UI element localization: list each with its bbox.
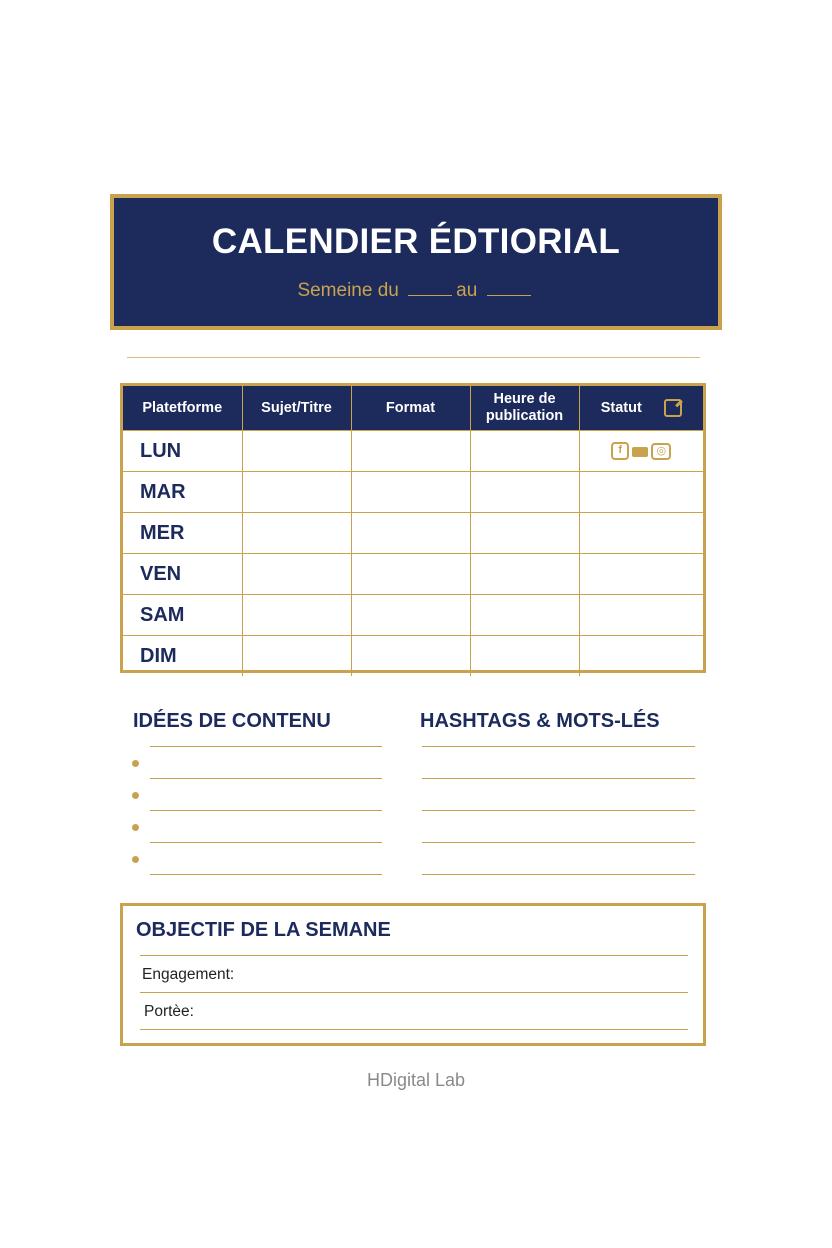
week-prefix: Semeine du [297, 280, 399, 301]
hashtags-line[interactable] [422, 810, 695, 811]
day-label: LUN [123, 431, 242, 472]
folder-icon [632, 447, 648, 457]
table-header-row [123, 386, 703, 431]
table-cell[interactable] [579, 595, 703, 636]
column-header-platform: Platetforme [123, 386, 242, 431]
day-label: SAM [123, 595, 242, 636]
table-cell[interactable] [579, 472, 703, 513]
table-cell[interactable] [470, 595, 579, 636]
table-cell[interactable] [242, 431, 351, 472]
hashtags-line[interactable] [422, 746, 695, 747]
bullet [132, 824, 139, 831]
ideas-line[interactable] [150, 746, 382, 747]
divider [127, 357, 700, 358]
week-end-blank[interactable] [487, 281, 531, 296]
table-cell[interactable] [351, 472, 470, 513]
day-label: MER [123, 513, 242, 554]
table-cell[interactable] [351, 513, 470, 554]
hashtags-title: HASHTAGS & MOTS-LÉS [420, 710, 660, 732]
bullet [132, 792, 139, 799]
status-label: Statut [600, 399, 642, 416]
bullet [132, 856, 139, 863]
ideas-title: IDÉES DE CONTENU [133, 710, 331, 732]
table-row [123, 472, 703, 513]
table-cell[interactable] [579, 431, 703, 472]
table-cell[interactable] [470, 554, 579, 595]
ideas-line[interactable] [150, 874, 382, 875]
table-cell[interactable] [242, 595, 351, 636]
edit-icon [664, 399, 682, 417]
hashtags-line[interactable] [422, 842, 695, 843]
facebook-icon: f [611, 442, 629, 460]
reach-field[interactable] [140, 1029, 688, 1030]
table-cell[interactable] [579, 554, 703, 595]
ideas-line[interactable] [150, 842, 382, 843]
table-cell[interactable] [351, 636, 470, 677]
engagement-field[interactable] [140, 992, 688, 993]
status-icons [580, 442, 704, 460]
page-title: CALENDIER ÉDTIORIAL [211, 222, 621, 261]
table-cell[interactable] [242, 636, 351, 677]
hashtags-line[interactable] [422, 778, 695, 779]
day-label: DIM [123, 636, 242, 677]
column-header-format: Format [351, 386, 470, 431]
objective-title: OBJECTIF DE LA SEMANE [136, 919, 391, 941]
week-range [0, 280, 832, 302]
table-cell[interactable] [351, 595, 470, 636]
table-row [123, 554, 703, 595]
week-middle: au [456, 280, 478, 301]
day-label: VEN [123, 554, 242, 595]
ideas-line[interactable] [150, 810, 382, 811]
table-cell[interactable] [470, 472, 579, 513]
reach-label: Portèe: [144, 1003, 194, 1020]
table-cell[interactable] [470, 431, 579, 472]
table-cell[interactable] [351, 554, 470, 595]
table-cell[interactable] [579, 636, 703, 677]
day-label: MAR [123, 472, 242, 513]
column-header-status [579, 386, 703, 431]
week-start-blank[interactable] [408, 281, 452, 296]
table-row [123, 595, 703, 636]
header-banner [110, 194, 722, 330]
table-cell[interactable] [242, 554, 351, 595]
table-cell[interactable] [242, 513, 351, 554]
table-cell[interactable] [351, 431, 470, 472]
table-cell[interactable] [579, 513, 703, 554]
camera-icon: ◎ [651, 443, 671, 460]
table-row [123, 513, 703, 554]
objective-line [140, 955, 688, 956]
table-cell[interactable] [470, 513, 579, 554]
schedule-table [120, 383, 706, 673]
column-header-time: Heure de publication [470, 386, 579, 431]
hashtags-line[interactable] [422, 874, 695, 875]
engagement-label: Engagement: [142, 966, 235, 983]
ideas-line[interactable] [150, 778, 382, 779]
bullet [132, 760, 139, 767]
table-cell[interactable] [242, 472, 351, 513]
column-header-subject: Sujet/Titre [242, 386, 351, 431]
table-cell[interactable] [470, 636, 579, 677]
table-row [123, 431, 703, 472]
table-row [123, 636, 703, 677]
footer-brand: HDigital Lab [366, 1070, 466, 1090]
